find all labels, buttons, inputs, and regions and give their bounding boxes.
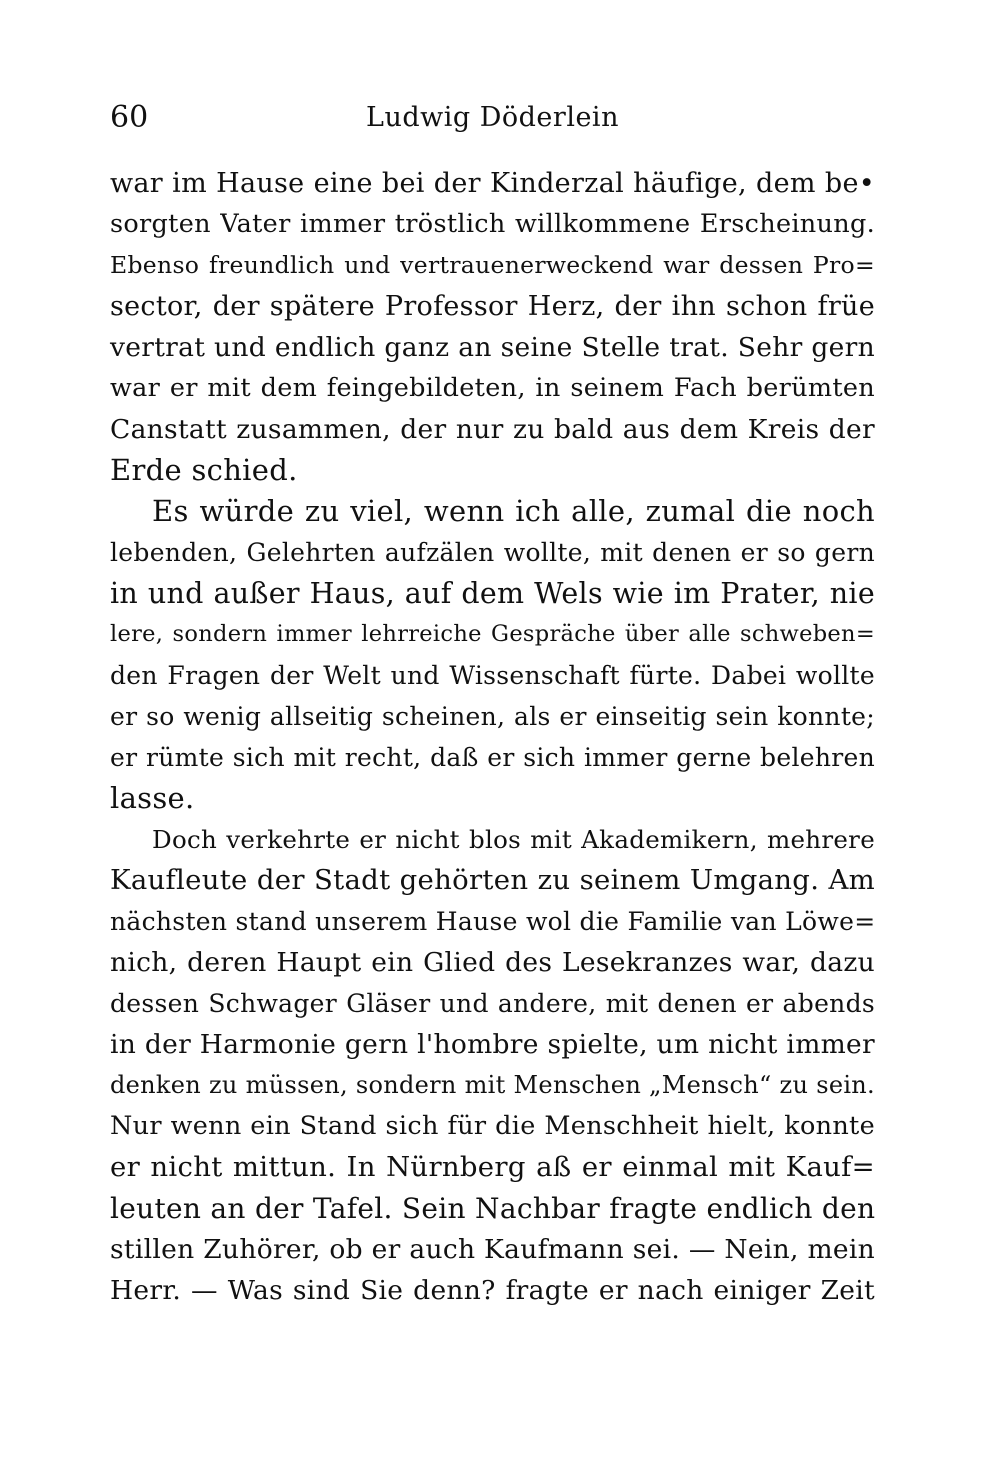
text-line: leuten an der Tafel. Sein Nachbar fragte endlich den [110,1192,876,1225]
text-line: in und außer Haus, auf dem Wels wie im Prater, nie [110,577,875,610]
text-line: war er mit dem feingebildeten, in seinem Fach berümten [110,373,875,403]
text-line: stillen Zuhörer, ob er auch Kaufmann sei. — Nein, mein [110,1234,875,1265]
text-line: Erde schied. [110,453,298,487]
text-line: nich, deren Haupt ein Glied des Lesekranzes war, dazu [110,947,875,978]
text-line: Ebenso freundlich und vertrauenerweckend war dessen Pro= [110,251,875,279]
text-line: lasse. [110,781,195,815]
text-line: den Fragen der Welt und Wissenschaft fürte. Dabei wollte [110,661,875,690]
text-line: dessen Schwager Gläser und andere, mit denen er abends [110,989,875,1018]
page-header [110,98,875,138]
body-text [110,163,875,1311]
text-line: lebenden, Gelehrten aufzälen wollte, mit denen er so gern [110,538,875,567]
text-line: vertrat und endlich ganz an seine Stelle trat. Sehr gern [110,332,875,363]
text-line: Kaufleute der Stadt gehörten zu seinem Umgang. Am [110,864,875,896]
text-line: sector, der spätere Professor Herz, der ihn schon früe [110,291,875,322]
text-line: lere, sondern immer lehrreiche Gespräche über alle schweben= [110,621,875,647]
text-line: Doch verkehrte er nicht blos mit Akademikern, mehrere [152,825,875,854]
running-head: Ludwig Döderlein [366,102,619,133]
text-line: Herr. — Was sind Sie denn? fragte er nach einiger Zeit [110,1275,875,1306]
text-line: sorgten Vater immer tröstlich willkommene Erscheinung. [110,209,875,239]
text-line: er nicht mittun. In Nürnberg aß er einmal mit Kauf= [110,1151,875,1183]
text-line: in der Harmonie gern l'hombre spielte, um nicht immer [110,1029,875,1060]
page-number: 60 [110,100,149,135]
text-line: war im Hause eine bei der Kinderzal häufige, dem be• [110,168,875,199]
text-line: Nur wenn ein Stand sich für die Menschheit hielt, konnte [110,1111,875,1141]
text-line: er rümte sich mit recht, daß er sich immer gerne belehren [110,743,875,772]
text-line: er so wenig allseitig scheinen, als er einseitig sein konnte; [110,702,875,731]
text-line: denken zu müssen, sondern mit Menschen „Mensch“ zu sein. [110,1071,875,1099]
text-line: nächsten stand unserem Hause wol die Familie van Löwe= [110,907,876,936]
text-line: Es würde zu viel, wenn ich alle, zumal die noch [152,494,875,528]
text-line: Canstatt zusammen, der nur zu bald aus dem Kreis der [110,414,875,445]
